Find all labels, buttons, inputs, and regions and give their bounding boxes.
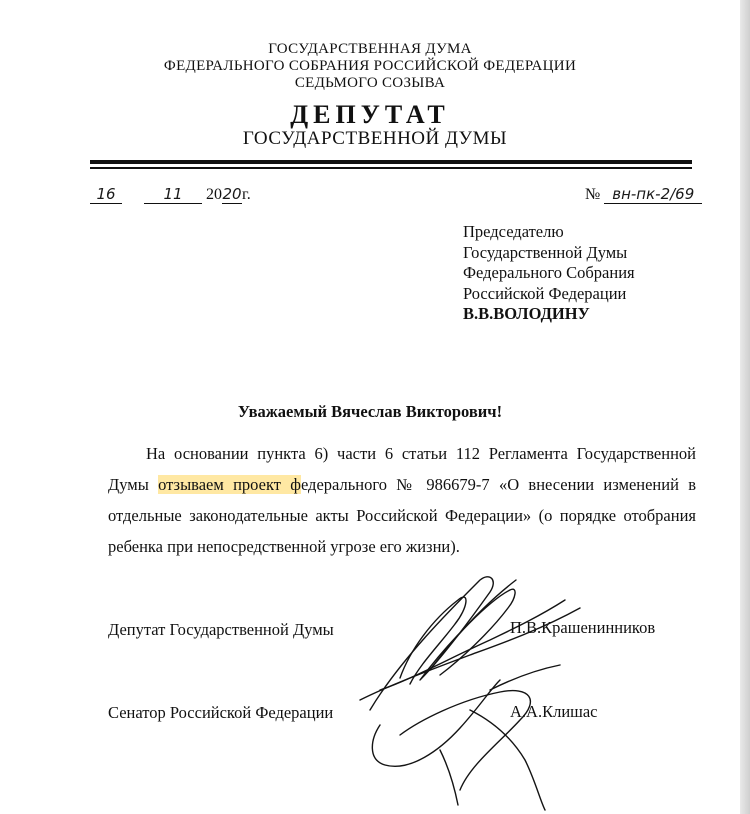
signer-1-title: Депутат Государственной Думы <box>108 620 334 639</box>
addressee-line: Государственной Думы <box>463 242 628 262</box>
document-number <box>585 185 702 204</box>
number-prefix: № <box>585 186 601 203</box>
addressee-line: Председателю <box>463 222 564 241</box>
body-paragraph <box>108 438 696 562</box>
salutation: Уважаемый Вячеслав Викторович! <box>237 402 503 421</box>
body-highlighted-text: отзываем проект ф <box>158 475 301 494</box>
body-text-part1: На основании пункта 6) части 6 статьи 112 Регламента Государственной Думы <box>108 444 696 494</box>
addressee-block <box>463 222 635 325</box>
letterhead-subtitle: ГОСУДАРСТВЕННОЙ ДУМЫ <box>242 128 508 149</box>
handwritten-signature <box>340 560 600 814</box>
signer-2-title: Сенатор Российской Федерации <box>108 703 334 722</box>
header-line-federal-assembly: ФЕДЕРАЛЬНОГО СОБРАНИЯ РОССИЙСКОЙ ФЕДЕРАЦИИ <box>163 58 577 74</box>
signer-2-name: А.А.Клишас <box>510 702 598 721</box>
date-year-written: 20 <box>222 185 242 203</box>
body-text-part2: едерального № 986679-7 «О внесении изменений в отдельные законодательные акты Российской Федерации» (о порядке отобрания ребенка при непосредственной угрозе его жизни). <box>108 475 696 556</box>
date-month: 11 <box>144 185 202 204</box>
header-rule-thin <box>90 167 692 169</box>
header-rule-thick <box>90 160 692 164</box>
header-line-duma: ГОСУДАРСТВЕННАЯ ДУМА <box>268 41 472 57</box>
addressee-line: Российской Федерации <box>463 283 627 303</box>
number-value: вн-пк-2/69 <box>604 185 702 204</box>
signer-1-name: П.В.Крашенинников <box>510 618 656 637</box>
date-suffix: г. <box>242 186 251 203</box>
addressee-line: Федерального Собрания <box>463 263 635 282</box>
addressee-name: В.В.ВОЛОДИНУ <box>463 304 590 323</box>
date-day: 16 <box>90 185 122 204</box>
document-date <box>90 185 251 204</box>
letterhead-title: ДЕПУТАТ <box>290 100 450 129</box>
date-year-prefix: 20 <box>206 186 222 203</box>
page-edge-shadow <box>740 0 750 814</box>
header-line-convocation: СЕДЬМОГО СОЗЫВА <box>294 75 446 91</box>
letter-body <box>108 438 696 562</box>
